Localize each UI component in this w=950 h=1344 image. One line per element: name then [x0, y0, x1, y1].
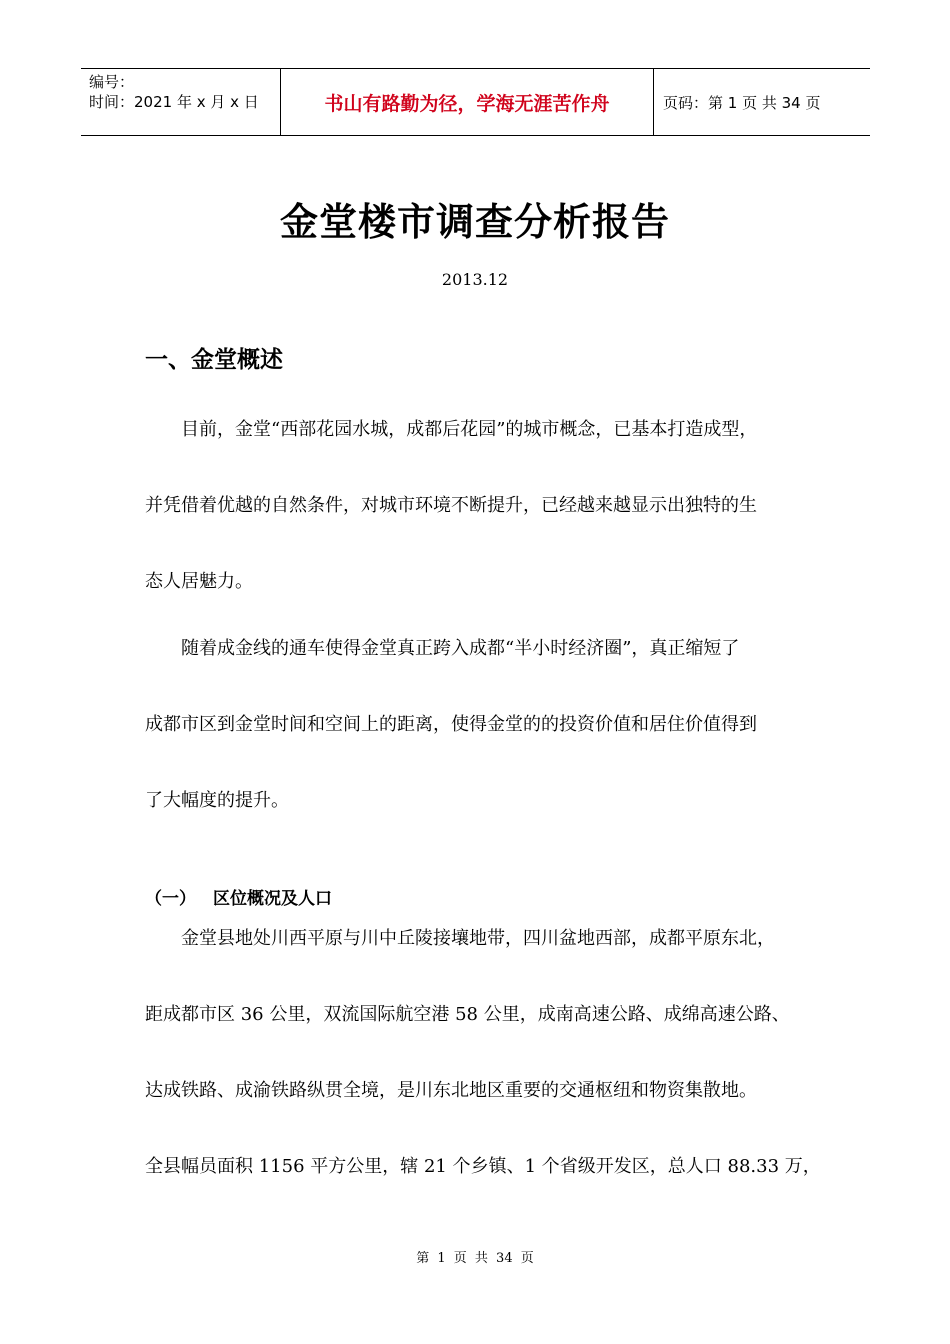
paragraph-line: 随着成金线的通车使得金堂真正跨入成都“半小时经济圈”，真正缩短了	[145, 638, 740, 659]
paragraph-line: 金堂县地处川西平原与川中丘陵接壤地带，四川盆地西部，成都平原东北，	[145, 928, 775, 949]
paragraph-line: 态人居魅力。	[145, 571, 253, 592]
paragraph-line: 达成铁路、成渝铁路纵贯全境，是川东北地区重要的交通枢纽和物资集散地。	[145, 1080, 757, 1101]
subsection-number: （一）	[145, 889, 196, 909]
subsection-heading	[145, 884, 332, 909]
header-number-label: 编号：	[89, 73, 135, 91]
document-date: 2013.12	[441, 270, 509, 289]
paragraph-line: 成都市区到金堂时间和空间上的距离，使得金堂的的投资价值和居住价值得到	[145, 714, 757, 735]
paragraph-line: 并凭借着优越的自然条件，对城市环境不断提升，已经越来越显示出独特的生	[145, 495, 757, 516]
page-header	[81, 68, 870, 136]
header-meta-cell	[81, 69, 281, 135]
page-footer: 第 1 页 共 34 页	[416, 1251, 534, 1266]
subsection-title: 区位概况及人口	[213, 889, 332, 909]
paragraph-line: 全县幅员面积 1156 平方公里，辖 21 个乡镇、1 个省级开发区，总人口 88.33 万，	[145, 1156, 821, 1177]
header-motto: 书山有路勤为径，学海无涯苦作舟	[281, 69, 654, 135]
header-time-label: 时间：2021 年 x 月 x 日	[89, 93, 259, 111]
document-title: 金堂楼市调查分析报告	[279, 200, 670, 244]
paragraph-line: 目前，金堂“西部花园水城，成都后花园”的城市概念，已基本打造成型，	[145, 419, 758, 440]
section-heading: 一、金堂概述	[145, 347, 283, 373]
header-page-label: 页码：第 1 页 共 34 页	[663, 93, 821, 112]
paragraph-line: 距成都市区 36 公里，双流国际航空港 58 公里，成南高速公路、成绵高速公路、	[145, 1004, 790, 1025]
paragraph-line: 了大幅度的提升。	[145, 790, 289, 811]
